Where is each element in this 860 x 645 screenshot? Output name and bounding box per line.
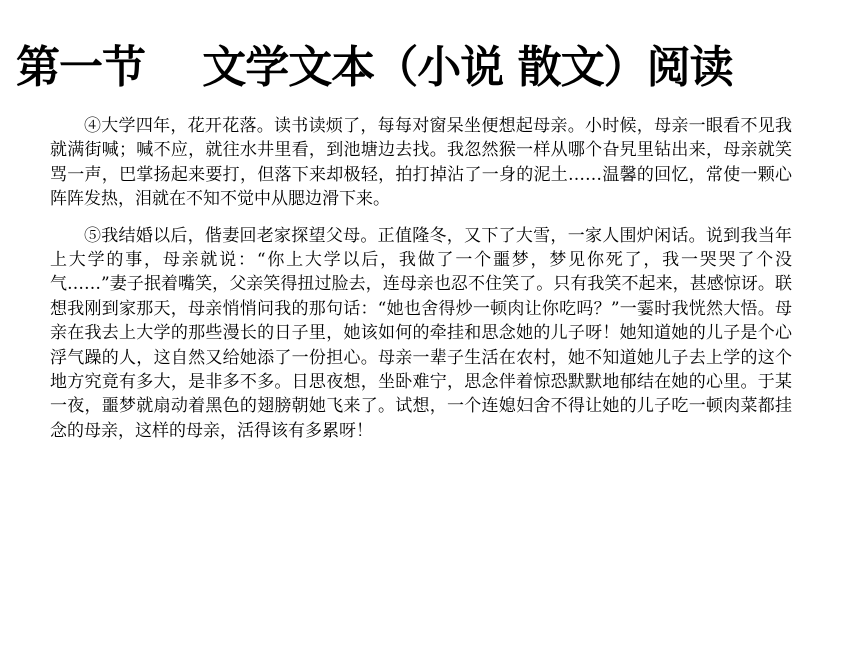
paragraph-4: ④大学四年，花开花落。读书读烦了，每每对窗呆坐便想起母亲。小时候，母亲一眼看不见我就满街喊；喊不应，就往水井里看，到池塘边去找。我忽然猴一样从哪个旮旯里钻出来，母亲就笑骂一声，巴掌扬起来要打，但落下来却极轻，拍打掉沾了一身的泥土……温馨的回忆，常使一颗心阵阵发热，泪就在不知不觉中从腮边滑下来。 xyxy=(50,116,792,210)
slide-title: 第一节 文学文本（小说 散文）阅读 xyxy=(16,42,733,93)
paragraph-5: ⑤我结婚以后，偕妻回老家探望父母。正值隆冬，又下了大雪，一家人围炉闲话。说到我当年上大学的事，母亲就说：“你上大学以后，我做了一个噩梦，梦见你死了，我一哭哭了个没气……”妻子抿着嘴笑，父亲笑得扭过脸去，连母亲也忍不住笑了。只有我笑不起来，甚感惊讶。联想我刚到家那天，母亲悄悄问我的那句话：“她也舍得炒一顿肉让你吃吗？”一霎时我恍然大悟。母亲在我去上大学的那些漫长的日子里，她该如何的牵挂和思念她的儿子呀！她知道她的儿子是个心浮气躁的人，这自然又给她添了一份担心。母亲一辈子生活在农村，她不知道她儿子去上学的这个地方究竟有多大，是非多不多。日思夜想，坐卧难宁，思念伴着惊恐默默地郁结在她的心里。于某一夜，噩梦就扇动着黑色的翅膀朝她飞来了。试想，一个连媳妇舍不得让她的儿子吃一顿肉菜都挂念的母亲，这样的母亲，活得该有多累呀！ xyxy=(50,225,792,441)
passage-text xyxy=(50,114,792,455)
